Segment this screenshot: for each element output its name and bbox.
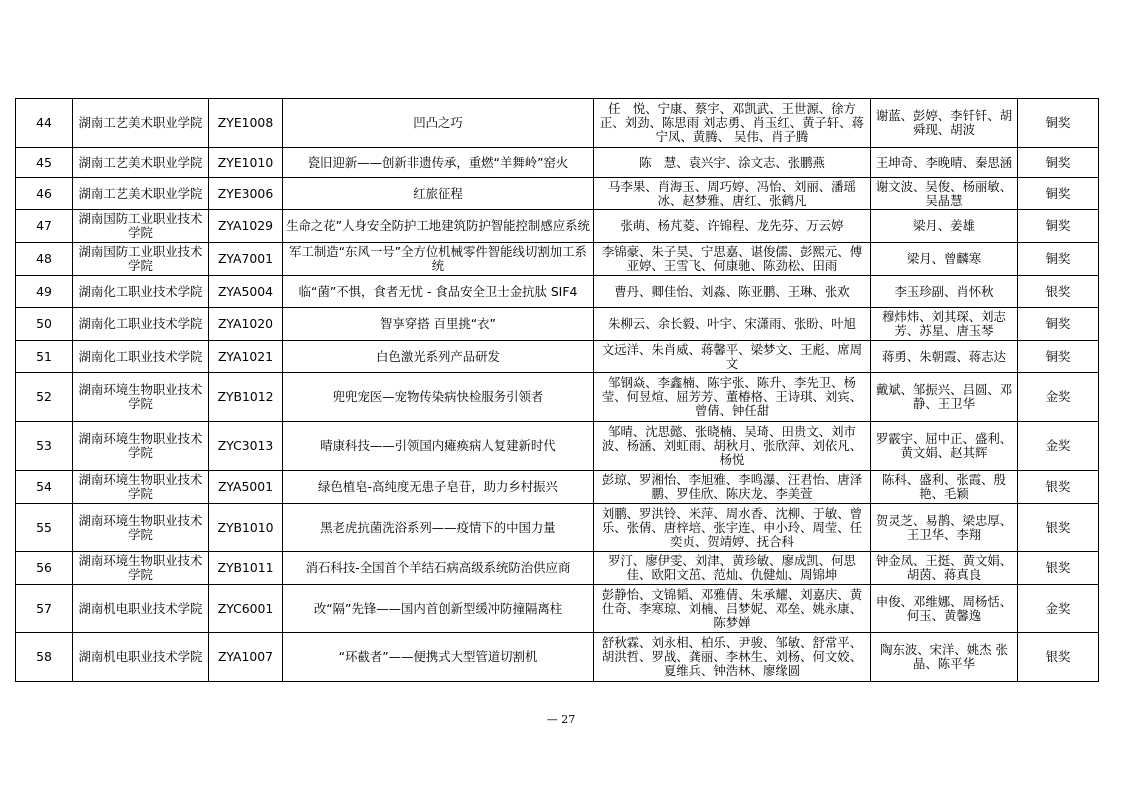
project-code: ZYB1011	[209, 552, 283, 585]
school-name: 湖南环境生物职业技术学院	[73, 422, 209, 471]
row-number: 51	[16, 341, 73, 373]
advisor-teachers: 蒋勇、朱朝霞、蒋志达	[871, 341, 1018, 373]
project-name: 晴康科技——引领国内瘫痪病人复建新时代	[283, 422, 594, 471]
table-row	[16, 471, 1099, 504]
award-level: 铜奖	[1018, 148, 1099, 178]
school-name: 湖南工艺美术职业学院	[73, 178, 209, 210]
row-number: 53	[16, 422, 73, 471]
project-code: ZYA1020	[209, 308, 283, 341]
row-number: 48	[16, 243, 73, 276]
award-level: 金奖	[1018, 585, 1099, 633]
award-level: 铜奖	[1018, 308, 1099, 341]
project-name: “环截者”——便携式大型管道切割机	[283, 633, 594, 682]
project-code: ZYE3006	[209, 178, 283, 210]
award-level: 铜奖	[1018, 243, 1099, 276]
table-row	[16, 99, 1099, 148]
award-level: 银奖	[1018, 552, 1099, 585]
row-number: 46	[16, 178, 73, 210]
school-name: 湖南环境生物职业技术学院	[73, 471, 209, 504]
awards-table	[15, 98, 1099, 682]
team-members: 彭琼、罗湘怡、李旭雅、李鸣瀑、汪君怡、唐泽鹏、罗佳欣、陈庆龙、李美萱	[594, 471, 871, 504]
table-row	[16, 148, 1099, 178]
table-body	[16, 99, 1099, 682]
row-number: 54	[16, 471, 73, 504]
project-code: ZYA1021	[209, 341, 283, 373]
award-level: 银奖	[1018, 471, 1099, 504]
advisor-teachers: 贺灵芝、易鹊、梁忠厚、王卫华、李翔	[871, 504, 1018, 552]
project-code: ZYC6001	[209, 585, 283, 633]
team-members: 罗汀、廖伊雯、刘津、黄珍敏、廖成凯、何思佳、欧阳文茁、范灿、仇健灿、周锦坤	[594, 552, 871, 585]
project-name: 智享穿搭 百里挑“衣”	[283, 308, 594, 341]
advisor-teachers: 陈科、盛利、张霞、殷艳、毛颖	[871, 471, 1018, 504]
row-number: 55	[16, 504, 73, 552]
team-members: 任 悦、宁康、蔡宇、邓凯武、王世源、徐方正、刘劲、陈思雨 刘志勇、肖玉红、黄子轩、蒋宁凤、黄腾、 吴伟、肖子腾	[594, 99, 871, 148]
advisor-teachers: 申俊、邓维娜、周杨恬、何玉、黄馨逸	[871, 585, 1018, 633]
school-name: 湖南环境生物职业技术学院	[73, 373, 209, 422]
project-name: 白色激光系列产品研发	[283, 341, 594, 373]
table-row	[16, 308, 1099, 341]
row-number: 52	[16, 373, 73, 422]
school-name: 湖南工艺美术职业学院	[73, 99, 209, 148]
project-name: 黑老虎抗菌洗浴系列——疫情下的中国力量	[283, 504, 594, 552]
school-name: 湖南国防工业职业技术学院	[73, 210, 209, 243]
school-name: 湖南化工职业技术学院	[73, 308, 209, 341]
school-name: 湖南工艺美术职业学院	[73, 148, 209, 178]
advisor-teachers: 穆炜炜、刘其琛、刘志芳、苏星、唐玉琴	[871, 308, 1018, 341]
advisor-teachers: 谢文波、吴俊、杨丽敏、吴晶慧	[871, 178, 1018, 210]
advisor-teachers: 梁月、姜雄	[871, 210, 1018, 243]
row-number: 44	[16, 99, 73, 148]
team-members: 陈 慧、袁兴宇、涂文志、张鹏燕	[594, 148, 871, 178]
project-name: 凹凸之巧	[283, 99, 594, 148]
team-members: 李锦豪、朱子昊、宁思嘉、谌俊儒、彭熙元、傅亚婷、王雪飞、何康驰、陈劲松、田雨	[594, 243, 871, 276]
project-name: 兜兜宠医—宠物传染病快检服务引领者	[283, 373, 594, 422]
award-level: 铜奖	[1018, 341, 1099, 373]
award-level: 银奖	[1018, 276, 1099, 308]
team-members: 刘鹏、罗洪铃、米萍、周水香、沈柳、于敏、曾乐、张倩、唐梓培、张宇连、申小玲、周莹、任奕贞、贺靖婷、抚合科	[594, 504, 871, 552]
table-row	[16, 276, 1099, 308]
project-name: 瓷旧迎新——创新非遗传承，重燃“羊舞岭”窑火	[283, 148, 594, 178]
school-name: 湖南化工职业技术学院	[73, 276, 209, 308]
row-number: 56	[16, 552, 73, 585]
school-name: 湖南环境生物职业技术学院	[73, 552, 209, 585]
team-members: 邹晴、沈思懿、张晓楠、吴琦、田贵文、刘市波、杨涵、刘虹雨、胡秋月、张欣萍、刘依凡、杨悦	[594, 422, 871, 471]
school-name: 湖南机电职业技术学院	[73, 585, 209, 633]
row-number: 47	[16, 210, 73, 243]
page-number: — 27	[546, 713, 576, 726]
advisor-teachers: 谢蓝、彭婷、李钎钎、胡舜现、胡波	[871, 99, 1018, 148]
award-level: 铜奖	[1018, 99, 1099, 148]
advisor-teachers: 梁月、曾麟寒	[871, 243, 1018, 276]
project-name: 生命之花”人身安全防护工地建筑防护智能控制感应系统	[283, 210, 594, 243]
table-row	[16, 243, 1099, 276]
award-level: 银奖	[1018, 633, 1099, 682]
table-row	[16, 633, 1099, 682]
project-code: ZYA1007	[209, 633, 283, 682]
row-number: 58	[16, 633, 73, 682]
school-name: 湖南机电职业技术学院	[73, 633, 209, 682]
advisor-teachers: 陶东波、宋洋、姚杰 张晶、陈平华	[871, 633, 1018, 682]
table-row	[16, 373, 1099, 422]
project-code: ZYC3013	[209, 422, 283, 471]
table-row	[16, 178, 1099, 210]
advisor-teachers: 戴斌、邹振兴、吕圆、邓静、王卫华	[871, 373, 1018, 422]
school-name: 湖南化工职业技术学院	[73, 341, 209, 373]
table-row	[16, 552, 1099, 585]
award-level: 银奖	[1018, 504, 1099, 552]
project-name: 军工制造“东风一号”全方位机械零件智能线切割加工系统	[283, 243, 594, 276]
school-name: 湖南国防工业职业技术学院	[73, 243, 209, 276]
team-members: 曹丹、卿佳怡、刘淼、陈亚鹏、王琳、张欢	[594, 276, 871, 308]
project-code: ZYA5004	[209, 276, 283, 308]
row-number: 45	[16, 148, 73, 178]
advisor-teachers: 王坤奇、李晚晴、秦思涵	[871, 148, 1018, 178]
team-members: 马李果、肖海玉、周巧婷、冯怡、刘丽、潘瑶冰、赵梦雅、唐红、张鹤凡	[594, 178, 871, 210]
award-level: 铜奖	[1018, 210, 1099, 243]
project-name: 绿色植皂-高纯度无患子皂苷，助力乡村振兴	[283, 471, 594, 504]
school-name: 湖南环境生物职业技术学院	[73, 504, 209, 552]
project-name: 临“菌”不惧，食者无忧 - 食品安全卫士金抗肽 SIF4	[283, 276, 594, 308]
project-name: 红旅征程	[283, 178, 594, 210]
advisor-teachers: 罗霰宇、屈中正、盛利、黄文娟、赵其辉	[871, 422, 1018, 471]
team-members: 彭静怡、文锦韬、邓雅倩、朱承耀、刘嘉庆、黄仕奇、李寒琼、刘楠、吕梦妮、邓垒、姚永康、陈梦婵	[594, 585, 871, 633]
table-row	[16, 504, 1099, 552]
project-name: 消石科技-全国首个羊结石病高级系统防治供应商	[283, 552, 594, 585]
team-members: 文远洋、朱肖威、蒋馨平、梁梦文、王彪、席周文	[594, 341, 871, 373]
project-code: ZYA7001	[209, 243, 283, 276]
project-code: ZYE1008	[209, 99, 283, 148]
advisor-teachers: 李玉珍副、肖怀秋	[871, 276, 1018, 308]
project-code: ZYA1029	[209, 210, 283, 243]
award-level: 金奖	[1018, 373, 1099, 422]
row-number: 50	[16, 308, 73, 341]
table-row	[16, 585, 1099, 633]
team-members: 舒秋霖、刘永相、柏乐、尹骏、邹敏、舒常平、胡洪哲、罗战、龚丽、李林生、刘杨、何文姣、夏维兵、钟浩林、廖缘圆	[594, 633, 871, 682]
project-code: ZYB1012	[209, 373, 283, 422]
table-row	[16, 422, 1099, 471]
award-level: 铜奖	[1018, 178, 1099, 210]
project-name: 改“隔”先锋——国内首创新型缓冲防撞隔离柱	[283, 585, 594, 633]
advisor-teachers: 钟金凤、王挺、黄文娟、胡茵、蒋真良	[871, 552, 1018, 585]
team-members: 张萌、杨芃菱、许锦程、龙先芬、万云婷	[594, 210, 871, 243]
award-level: 金奖	[1018, 422, 1099, 471]
project-code: ZYA5001	[209, 471, 283, 504]
table-row	[16, 210, 1099, 243]
project-code: ZYB1010	[209, 504, 283, 552]
table-row	[16, 341, 1099, 373]
row-number: 57	[16, 585, 73, 633]
project-code: ZYE1010	[209, 148, 283, 178]
team-members: 邹钢焱、李鑫楠、陈宇张、陈升、李先卫、杨莹、何昱煊、屈芳芳、董椿格、王诗琪、刘宾、曾倩、钟任甜	[594, 373, 871, 422]
row-number: 49	[16, 276, 73, 308]
team-members: 朱柳云、余长毅、叶宇、宋潇雨、张盼、叶旭	[594, 308, 871, 341]
